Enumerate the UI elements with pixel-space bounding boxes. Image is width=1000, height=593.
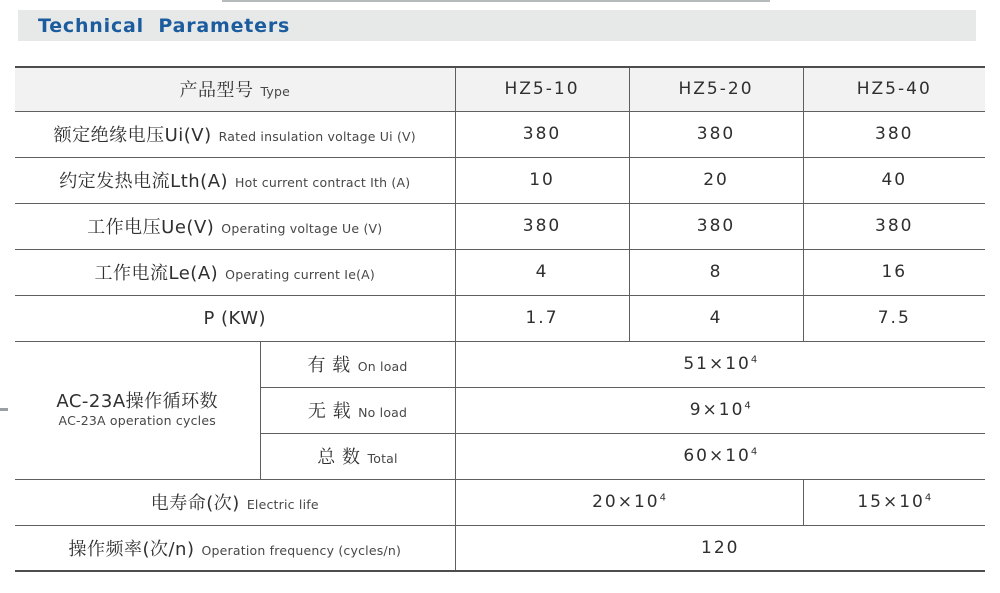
param-value: 8 [629,249,803,295]
cycles-group-label: AC-23A操作循环数 AC-23A operation cycles [15,341,260,479]
type-label-en: Type [260,84,291,100]
model-column-header: HZ5-40 [803,67,985,111]
scan-mark [0,408,8,411]
model-column-header: HZ5-10 [455,67,629,111]
table-row [15,157,985,203]
param-value: 380 [629,111,803,157]
param-value: $60\times 10^4$ [455,433,985,479]
table-row [15,341,985,387]
table-row [15,295,985,341]
param-label: P (KW) [15,295,455,341]
page-edge-artifact [222,0,770,2]
page-title: Technical Parameters [38,14,291,37]
type-label-zh: 产品型号 [179,80,254,102]
table-row [15,525,985,571]
table-row [15,249,985,295]
param-value: $9\times 10^4$ [455,387,985,433]
section-title-bar [18,10,976,41]
param-value: 380 [629,203,803,249]
model-column-header: HZ5-20 [629,67,803,111]
cycles-sub-label: 无 载 No load [260,387,455,433]
param-value: 380 [455,203,629,249]
type-header-cell [15,67,455,111]
param-value: 16 [803,249,985,295]
cycles-sub-label: 有 载 On load [260,341,455,387]
param-value: 10 [455,157,629,203]
exponent: 4 [659,492,666,504]
param-value: 380 [803,203,985,249]
table-row [15,111,985,157]
param-value: 20 [629,157,803,203]
param-label: 额定绝缘电压Ui(V) Rated insulation voltage Ui (V) [15,111,455,157]
param-label: 工作电流Le(A) Operating current Ie(A) [15,249,455,295]
exponent: 4 [750,354,758,366]
param-value: 7.5 [803,295,985,341]
exponent: 4 [924,492,932,504]
param-value: 120 [455,525,985,571]
param-value: 380 [803,111,985,157]
exponent: 4 [750,446,758,458]
param-value: 380 [455,111,629,157]
param-label: 操作频率(次/n) Operation frequency (cycles/n) [15,525,455,571]
param-value: $51\times 10^4$ [455,341,985,387]
param-label: 工作电压Ue(V) Operating voltage Ue (V) [15,203,455,249]
table-header-row [15,67,985,111]
table-row [15,479,985,525]
param-value: $15\times 10^4$ [803,479,985,525]
table-row [15,203,985,249]
param-value: 1.7 [455,295,629,341]
param-value: 4 [629,295,803,341]
param-value: 40 [803,157,985,203]
exponent: 4 [744,400,751,412]
param-label: 电寿命(次) Electric life [15,479,455,525]
technical-parameters-table [15,66,985,572]
param-value: 4 [455,249,629,295]
cycles-sub-label: 总 数 Total [260,433,455,479]
param-label: 约定发热电流Lth(A) Hot current contract Ith (A) [15,157,455,203]
param-value: $20\times 10^4$ [455,479,803,525]
